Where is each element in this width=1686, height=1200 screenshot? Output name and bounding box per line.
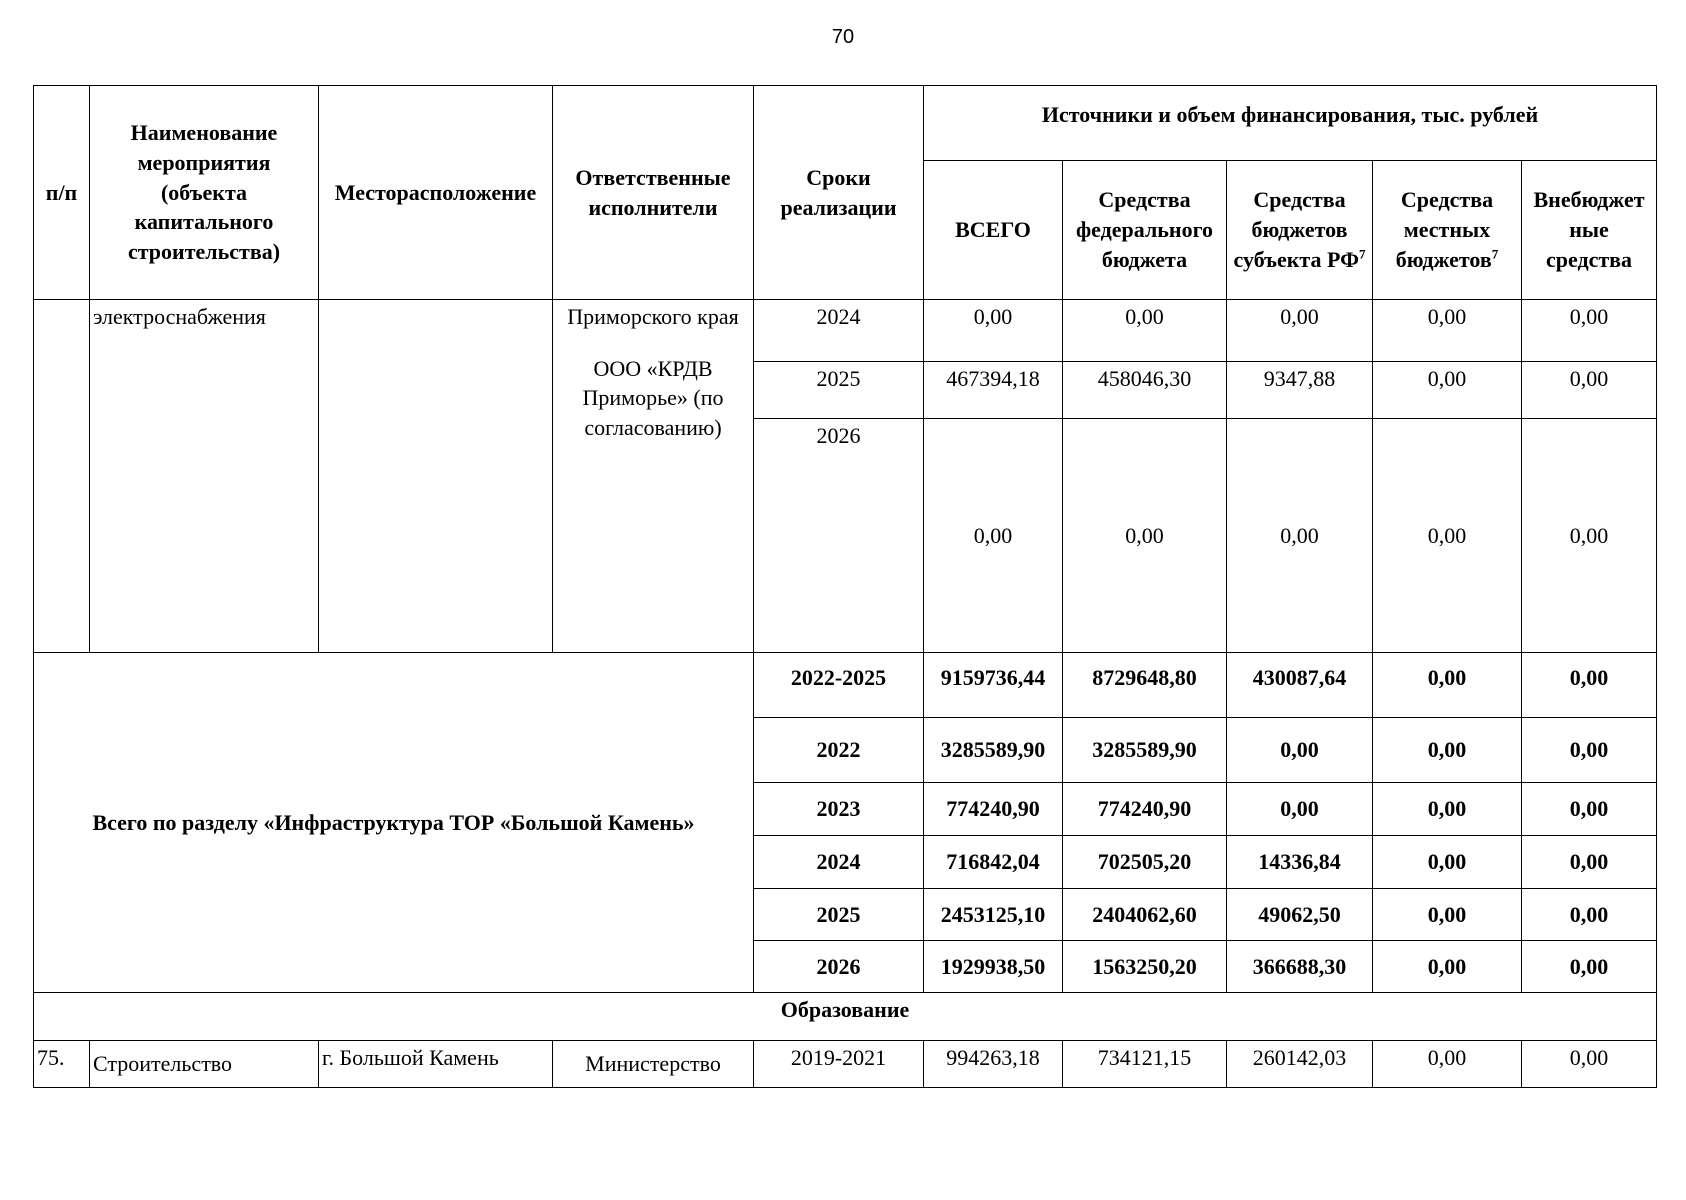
cell-local: 0,00 xyxy=(1373,300,1522,362)
section-heading-row xyxy=(34,993,1657,1041)
col-header-federal: Средства федерального бюджета xyxy=(1063,161,1227,300)
cell-extra: 0,00 xyxy=(1522,941,1657,993)
cell-year: 2025 xyxy=(754,362,924,419)
cell-year: 2026 xyxy=(754,941,924,993)
col-header-regional xyxy=(1227,161,1373,300)
cell-regional: 14336,84 xyxy=(1227,836,1373,889)
cell-year: 2023 xyxy=(754,783,924,836)
col-header-num: п/п xyxy=(34,86,90,300)
cell-name: электроснабжения xyxy=(90,300,319,653)
col-header-period: Сроки реализации xyxy=(754,86,924,300)
col-header-name: Наименование мероприятия (объекта капитального строительства) xyxy=(90,86,319,300)
cell-extra: 0,00 xyxy=(1522,718,1657,783)
cell-total: 774240,90 xyxy=(924,783,1063,836)
cell-year: 2026 xyxy=(754,419,924,653)
cell-total: 994263,18 xyxy=(924,1041,1063,1088)
col-header-extra: Внебюджет ные средства xyxy=(1522,161,1657,300)
cell-regional: 49062,50 xyxy=(1227,889,1373,941)
funding-table xyxy=(33,85,1657,1088)
total-row xyxy=(34,653,1657,718)
cell-local: 0,00 xyxy=(1373,836,1522,889)
header-row-1 xyxy=(34,86,1657,161)
cell-regional: 0,00 xyxy=(1227,300,1373,362)
cell-location: г. Большой Камень xyxy=(319,1041,553,1088)
cell-federal: 2404062,60 xyxy=(1063,889,1227,941)
cell-year: 2022-2025 xyxy=(754,653,924,718)
cell-total: 0,00 xyxy=(924,419,1063,653)
cell-federal: 774240,90 xyxy=(1063,783,1227,836)
cell-total: 9159736,44 xyxy=(924,653,1063,718)
cell-federal: 458046,30 xyxy=(1063,362,1227,419)
cell-total: 1929938,50 xyxy=(924,941,1063,993)
cell-local: 0,00 xyxy=(1373,941,1522,993)
cell-year: 2024 xyxy=(754,836,924,889)
cell-regional: 9347,88 xyxy=(1227,362,1373,419)
cell-extra: 0,00 xyxy=(1522,419,1657,653)
cell-responsible xyxy=(553,300,754,653)
cell-num: 75. xyxy=(34,1041,90,1088)
cell-year: 2019-2021 xyxy=(754,1041,924,1088)
cell-local: 0,00 xyxy=(1373,783,1522,836)
footnote-marker: 7 xyxy=(1491,246,1499,262)
cell-regional: 260142,03 xyxy=(1227,1041,1373,1088)
cell-total: 0,00 xyxy=(924,300,1063,362)
cell-total: 716842,04 xyxy=(924,836,1063,889)
col-header-local-label: Средства местных бюджетов xyxy=(1395,187,1494,272)
cell-responsible: Министерство xyxy=(553,1041,754,1088)
cell-location xyxy=(319,300,553,653)
cell-local: 0,00 xyxy=(1373,889,1522,941)
cell-extra: 0,00 xyxy=(1522,836,1657,889)
cell-total: 3285589,90 xyxy=(924,718,1063,783)
cell-name: Строительство xyxy=(90,1041,319,1088)
table-row xyxy=(34,300,1657,362)
cell-federal: 3285589,90 xyxy=(1063,718,1227,783)
page-number: 70 xyxy=(831,26,855,48)
responsible-line: Приморского края xyxy=(567,304,739,329)
cell-year: 2022 xyxy=(754,718,924,783)
cell-federal: 702505,20 xyxy=(1063,836,1227,889)
footnote-marker: 7 xyxy=(1358,246,1366,262)
cell-extra: 0,00 xyxy=(1522,1041,1657,1088)
cell-extra: 0,00 xyxy=(1522,653,1657,718)
cell-regional: 0,00 xyxy=(1227,419,1373,653)
cell-local: 0,00 xyxy=(1373,1041,1522,1088)
cell-extra: 0,00 xyxy=(1522,300,1657,362)
cell-total: 467394,18 xyxy=(924,362,1063,419)
cell-regional: 0,00 xyxy=(1227,783,1373,836)
responsible-line: ООО «КРДВ Приморье» (по согласованию) xyxy=(582,355,724,441)
col-header-location: Месторасположение xyxy=(319,86,553,300)
cell-local: 0,00 xyxy=(1373,419,1522,653)
cell-federal: 8729648,80 xyxy=(1063,653,1227,718)
cell-extra: 0,00 xyxy=(1522,889,1657,941)
cell-local: 0,00 xyxy=(1373,362,1522,419)
cell-year: 2025 xyxy=(754,889,924,941)
col-header-responsible: Ответственные исполнители xyxy=(553,86,754,300)
cell-local: 0,00 xyxy=(1373,653,1522,718)
section-heading: Образование xyxy=(34,993,1657,1041)
col-header-regional-label: Средства бюджетов субъекта РФ xyxy=(1233,187,1359,272)
cell-regional: 430087,64 xyxy=(1227,653,1373,718)
cell-federal: 0,00 xyxy=(1063,300,1227,362)
col-header-total: ВСЕГО xyxy=(924,161,1063,300)
cell-extra: 0,00 xyxy=(1522,783,1657,836)
col-header-local xyxy=(1373,161,1522,300)
cell-local: 0,00 xyxy=(1373,718,1522,783)
cell-regional: 0,00 xyxy=(1227,718,1373,783)
cell-federal: 0,00 xyxy=(1063,419,1227,653)
cell-federal: 1563250,20 xyxy=(1063,941,1227,993)
col-header-funding-group: Источники и объем финансирования, тыс. рублей xyxy=(924,86,1657,161)
cell-federal: 734121,15 xyxy=(1063,1041,1227,1088)
cell-extra: 0,00 xyxy=(1522,362,1657,419)
cell-total: 2453125,10 xyxy=(924,889,1063,941)
cell-year: 2024 xyxy=(754,300,924,362)
cell-regional: 366688,30 xyxy=(1227,941,1373,993)
table-row xyxy=(34,1041,1657,1088)
cell-num xyxy=(34,300,90,653)
section-total-label: Всего по разделу «Инфраструктура ТОР «Большой Камень» xyxy=(34,653,754,993)
